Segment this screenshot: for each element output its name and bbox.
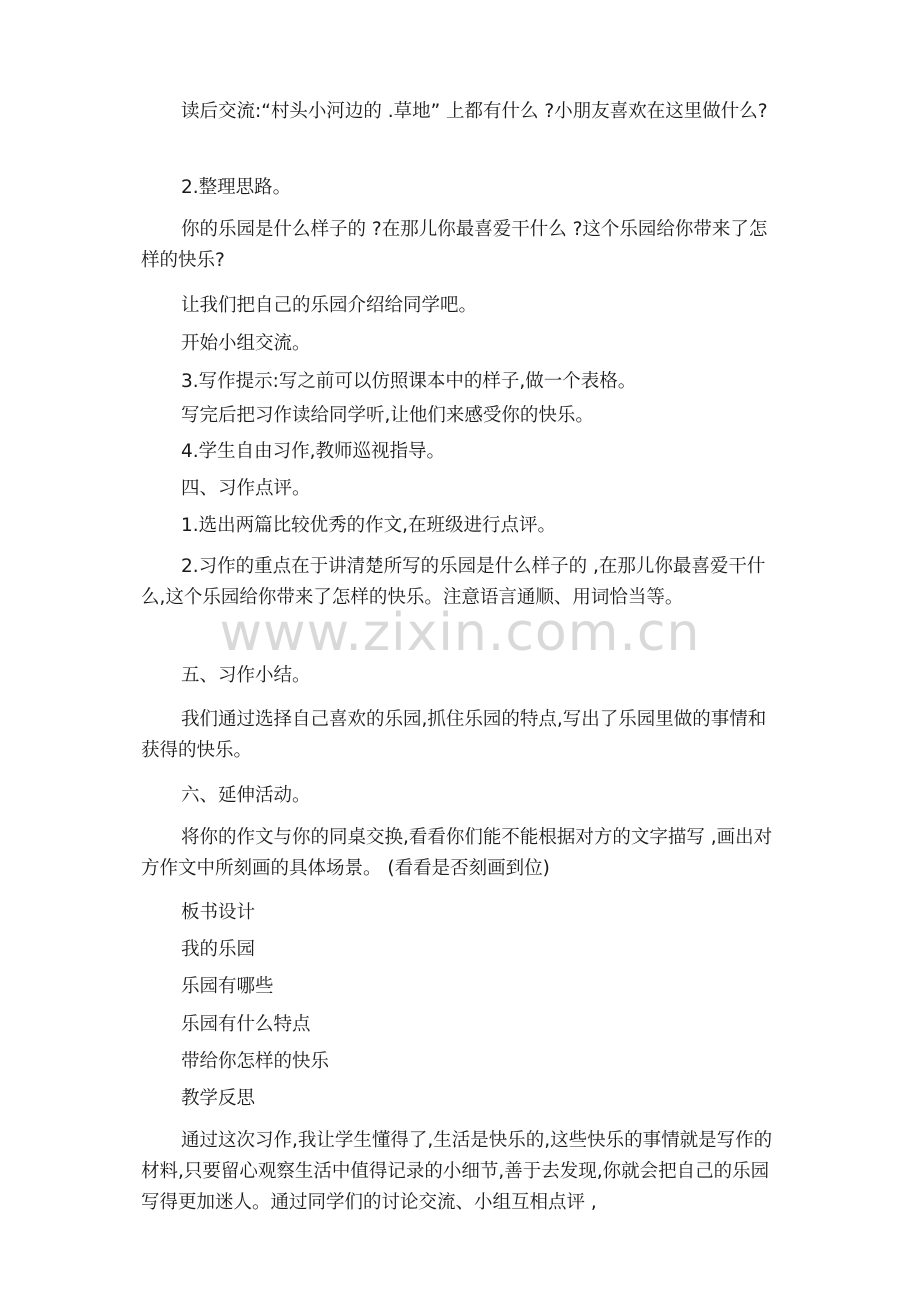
paragraph-organize-thoughts: 2.整理思路。 [181,177,292,198]
section-heading-extension: 六、延伸活动。 [181,785,311,806]
board-item-which-paradises: 乐园有哪些 [181,976,274,997]
paragraph-introduce-paradise: 让我们把自己的乐园介绍给同学吧。 [181,295,478,316]
paragraph-guiding-questions: 你的乐园是什么样子的 ?在那儿你最喜爱干什么 ?这个乐园给你带来了怎样的快乐? [141,219,768,271]
heading-teaching-reflection: 教学反思 [181,1088,256,1109]
paragraph-writing-tips: 3.写作提示:写之前可以仿照课本中的样子,做一个表格。 [181,371,637,392]
watermark-text: www.zixin.com.cn [219,603,701,663]
heading-board-design: 板书设计 [181,902,256,923]
paragraph-extension-activity: 将你的作文与你的同桌交换,看看你们能不能根据对方的文字描写 ,画出对方作文中所刻画的具体场景。 (看看是否刻画到位) [141,827,773,879]
paragraph-summary-text: 我们通过选择自己喜欢的乐园,抓住乐园的特点,写出了乐园里做的事情和获得的快乐。 [141,709,767,761]
board-item-features: 乐园有什么特点 [181,1014,311,1035]
paragraph-free-writing: 4.学生自由习作,教师巡视指导。 [181,441,446,462]
section-heading-summary: 五、习作小结。 [181,665,311,686]
paragraph-reading-discussion: 读后交流:“村头小河边的 .草地” 上都有什么 ?小朋友喜欢在这里做什么? [181,101,768,122]
board-item-my-paradise: 我的乐园 [181,939,256,960]
board-item-happiness: 带给你怎样的快乐 [181,1051,330,1072]
paragraph-read-to-classmates: 写完后把习作读给同学听,让他们来感受你的快乐。 [181,405,594,426]
paragraph-select-essays: 1.选出两篇比较优秀的作文,在班级进行点评。 [181,515,557,536]
section-heading-review: 四、习作点评。 [181,478,311,499]
paragraph-writing-focus: 2.习作的重点在于讲清楚所写的乐园是什么样子的 ,在那儿你最喜爱干什么,这个乐园给你带来了怎样的快乐。注意语言通顺、用词恰当等。 [141,556,766,608]
paragraph-group-discussion: 开始小组交流。 [181,333,311,354]
paragraph-reflection-text: 通过这次习作,我让学生懂得了,生活是快乐的,这些快乐的事情就是写作的材料,只要留心观察生活中值得记录的小细节,善于去发现,你就会把自己的乐园写得更加迷人。通过同学们的讨论交流、小组互相点评 , [141,1130,773,1213]
